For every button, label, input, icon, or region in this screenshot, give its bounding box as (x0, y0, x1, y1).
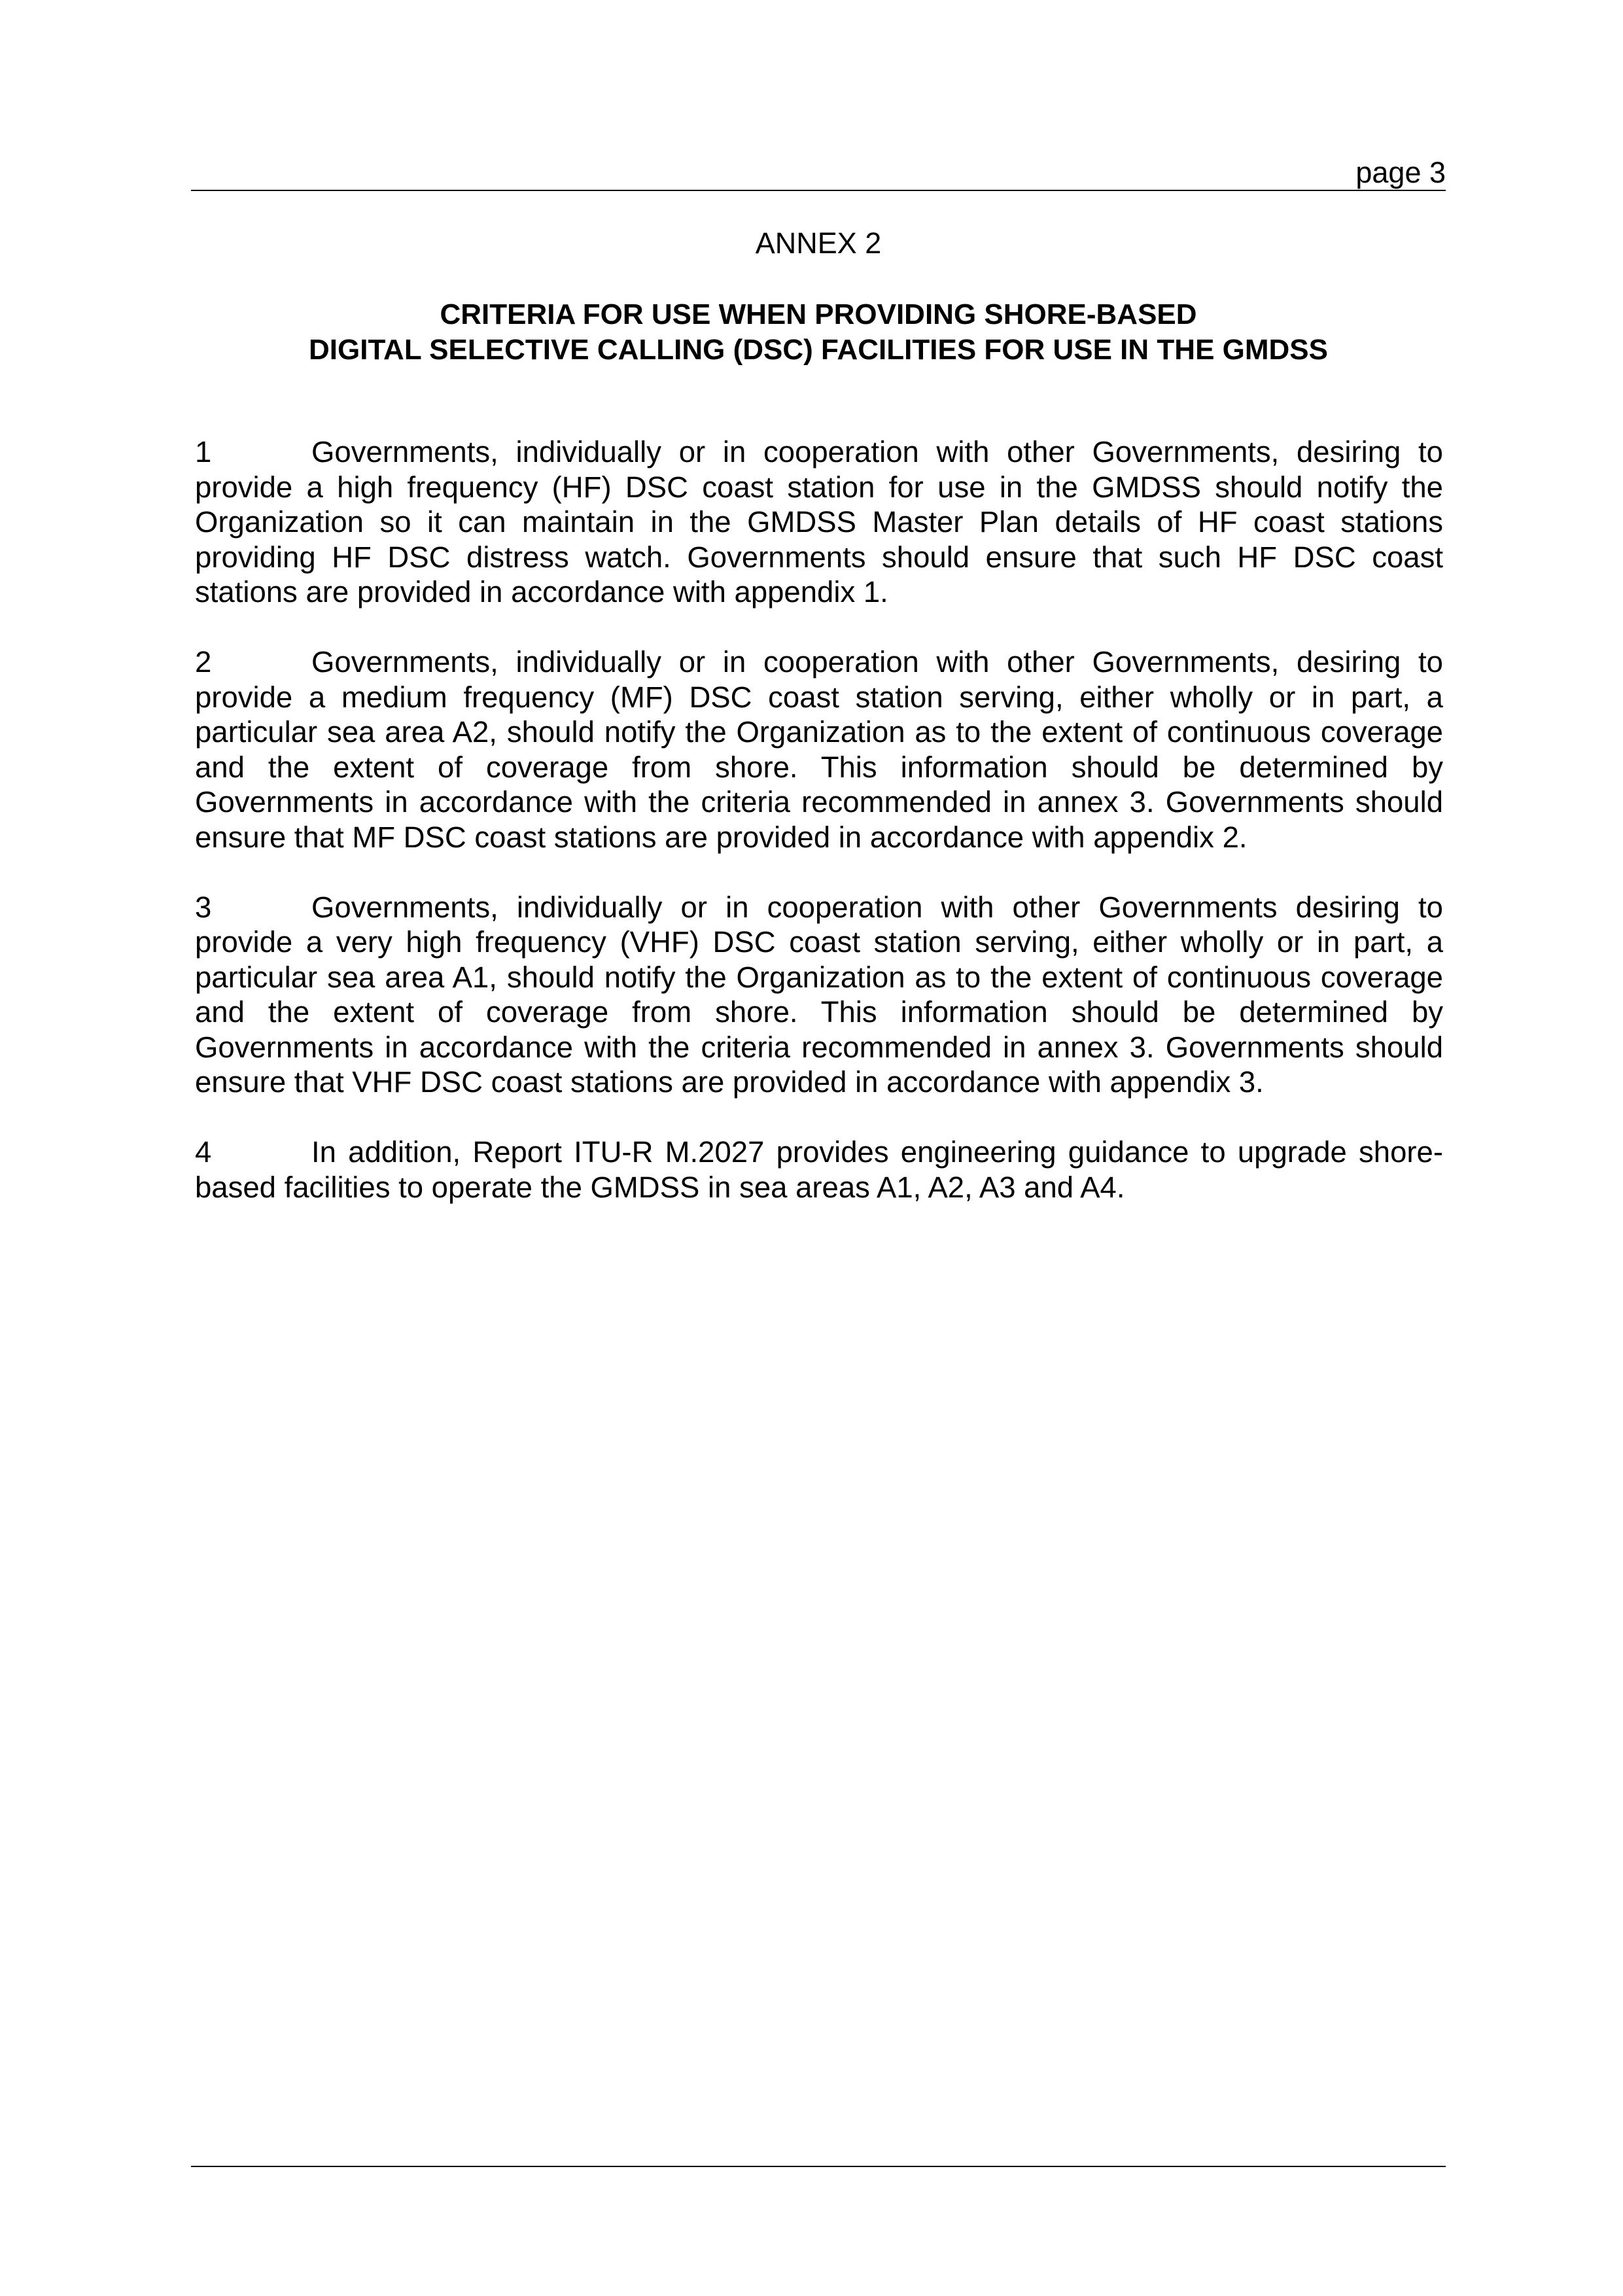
paragraph-text: Governments, individually or in cooperation with other Governments, desiring to provide a medium frequency (MF) DSC coast station serving, either wholly or in part, a particular sea area A2, should notify the Organization as to the extent of continuous coverage and the extent of coverage from shore. This information should be determined by Governments in accordance with the criteria recommended in annex 3. Governments should ensure that MF DSC coast stations are provided in accordance with appendix 2. (195, 645, 1443, 854)
paragraph-1 (195, 434, 1443, 610)
paragraph-number: 4 (195, 1135, 212, 1169)
page-number: page 3 (1355, 156, 1446, 189)
paragraph-text: Governments, individually or in cooperation with other Governments desiring to provide a very high frequency (VHF) DSC coast station serving, either wholly or in part, a particular sea area A1, should notify the Organization as to the extent of continuous coverage and the extent of coverage from shore. This information should be determined by Governments in accordance with the criteria recommended in annex 3. Governments should ensure that VHF DSC coast stations are provided in accordance with appendix 3. (195, 890, 1443, 1099)
paragraph-text: Governments, individually or in cooperation with other Governments, desiring to provide a high frequency (HF) DSC coast station for use in the GMDSS should notify the Organization so it can maintain in the GMDSS Master Plan details of HF coast stations providing HF DSC distress watch. Governments should ensure that such HF DSC coast stations are provided in accordance with appendix 1. (195, 435, 1443, 609)
document-title-line-1: CRITERIA FOR USE WHEN PROVIDING SHORE-BASED (440, 298, 1197, 330)
document-title-line-2: DIGITAL SELECTIVE CALLING (DSC) FACILITIES FOR USE IN THE GMDSS (309, 334, 1328, 366)
annex-label: ANNEX 2 (755, 226, 882, 260)
footer-divider (191, 2166, 1446, 2167)
paragraph-number: 2 (195, 645, 212, 679)
page-header (191, 150, 1446, 190)
paragraph-2 (195, 645, 1443, 855)
paragraph-number: 1 (195, 435, 212, 468)
document-title (191, 297, 1446, 368)
paragraph-4 (195, 1135, 1443, 1205)
paragraph-3 (195, 890, 1443, 1100)
paragraph-number: 3 (195, 890, 212, 924)
document-body (195, 434, 1443, 1240)
paragraph-text: In addition, Report ITU-R M.2027 provides engineering guidance to upgrade shore-based facilities to operate the GMDSS in sea areas A1, A2, A3 and A4. (195, 1135, 1443, 1204)
header-divider (191, 190, 1446, 191)
